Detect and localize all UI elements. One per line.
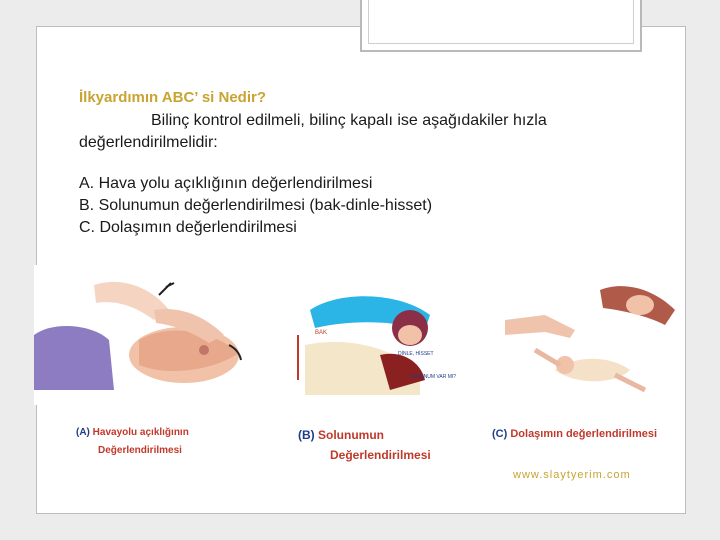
caption-c-letter: (C) (492, 428, 508, 440)
circulation-check-illustration (505, 280, 685, 400)
caption-b (298, 428, 384, 442)
intro-text (79, 110, 639, 154)
caption-c-text: Dolaşımın değerlendirilmesi (510, 428, 658, 440)
label-solunum: SOLUNUM VAR MI? (410, 374, 457, 380)
airway-illustration (34, 265, 264, 405)
decorative-corner-box (360, 0, 642, 52)
slide-title: İlkyardımın ABC’ si Nedir? (79, 89, 266, 106)
caption-a-text: Havayolu açıklığının (92, 427, 189, 438)
caption-a (76, 427, 189, 438)
abc-list (79, 173, 432, 239)
list-item-c: C. Dolaşımın değerlendirilmesi (79, 219, 297, 236)
caption-b-letter: (B) (298, 428, 315, 442)
list-item-a: A. Hava yolu açıklığının değerlendirilmesi (79, 175, 373, 192)
intro-line-2: değerlendirilmelidir: (79, 134, 218, 151)
caption-a-line2: Değerlendirilmesi (98, 445, 182, 456)
caption-b-line2: Değerlendirilmesi (330, 448, 431, 462)
caption-c (492, 428, 657, 440)
list-item-b: B. Solunumun değerlendirilmesi (bak-dinle-hisset) (79, 197, 433, 214)
caption-b-text: Solunumun (318, 428, 385, 442)
intro-line-1: Bilinç kontrol edilmeli, bilinç kapalı ise aşağıdakiler hızla (151, 112, 547, 129)
breathing-check-illustration (290, 290, 457, 400)
footer-url: www.slaytyerim.com (513, 469, 631, 481)
caption-a-letter: (A) (76, 427, 90, 438)
label-bak: BAK (315, 330, 328, 336)
label-dinle: DİNLE, HİSSET (398, 351, 434, 357)
